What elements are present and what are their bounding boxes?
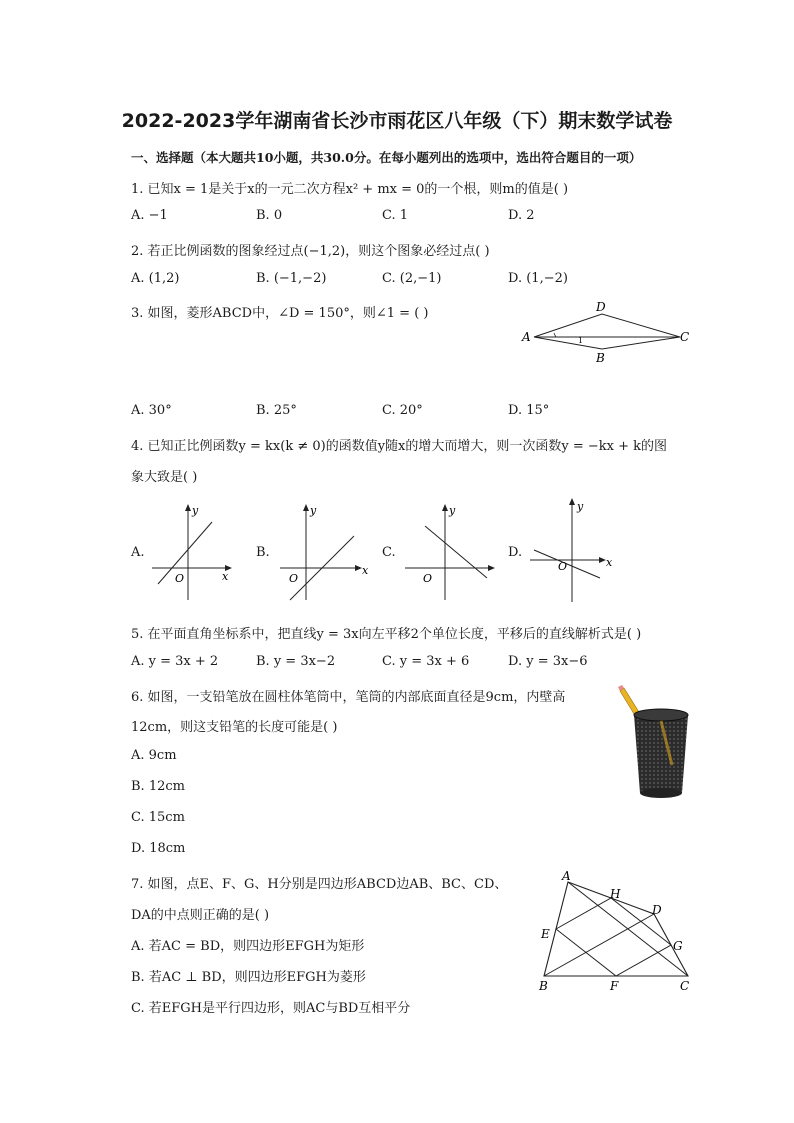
q3-option-a: A. 30° [131, 403, 172, 418]
q5-option-b: B. y = 3x−2 [256, 654, 336, 669]
q7-option-c: C. 若EFGH是平行四边形，则AC与BD互相平分 [131, 1001, 411, 1016]
graph-d [528, 494, 620, 604]
label-c: C [680, 330, 690, 344]
label-c: C [680, 979, 690, 993]
label-e: E [541, 927, 550, 941]
label-d: D [652, 903, 662, 917]
angle-1-label: 1 [578, 336, 584, 345]
label-a: A [562, 869, 571, 883]
y-axis-label: y [310, 504, 317, 517]
q4-option-b: B. [256, 545, 270, 560]
y-axis-label: y [192, 504, 199, 517]
q6-option-a: A. 9cm [131, 748, 177, 763]
question-7-line2: DA的中点则正确的是( ) [131, 908, 270, 923]
graph-a [150, 500, 240, 602]
q3-option-d: D. 15° [508, 403, 550, 418]
question-4-line2: 象大致是( ) [131, 470, 198, 485]
q5-option-d: D. y = 3x−6 [508, 654, 588, 669]
quadrilateral-figure [530, 868, 700, 996]
label-h: H [610, 887, 621, 901]
origin-label: O [289, 572, 299, 585]
q3-option-c: C. 20° [382, 403, 423, 418]
pencil-holder-image [612, 685, 696, 805]
q4-option-d: D. [508, 545, 523, 560]
q2-option-a: A. (1,2) [131, 271, 180, 286]
y-axis-label: y [577, 500, 584, 513]
page-title: 2022-2023学年湖南省长沙市雨花区八年级（下）期末数学试卷 [121, 110, 673, 132]
question-6-line1: 6. 如图，一支铅笔放在圆柱体笔筒中，笔筒的内部底面直径是9cm，内壁高 [131, 690, 566, 705]
origin-label: O [558, 560, 568, 573]
x-axis-label: x [606, 556, 613, 569]
label-f: F [610, 979, 619, 993]
question-3: 3. 如图，菱形ABCD中，∠D = 150°，则∠1 = ( ) [131, 306, 429, 321]
question-2: 2. 若正比例函数的图象经过点(−1,2)，则这个图象必经过点( ) [131, 244, 490, 259]
origin-label: O [423, 572, 433, 585]
label-g: G [673, 939, 683, 953]
question-4-line1: 4. 已知正比例函数y = kx(k ≠ 0)的函数值y随x的增大而增大，则一次函数y = −kx + k的图 [131, 439, 668, 454]
q6-option-d: D. 18cm [131, 841, 186, 856]
q5-option-c: C. y = 3x + 6 [382, 654, 470, 669]
question-1: 1. 已知x = 1是关于x的一元二次方程x² + mx = 0的一个根，则m的值是( ) [131, 182, 569, 197]
x-axis-label: x [222, 570, 229, 583]
q7-option-a: A. 若AC = BD，则四边形EFGH为矩形 [131, 939, 365, 954]
graph-b [278, 500, 374, 602]
rhombus-figure [510, 296, 700, 366]
q2-option-d: D. (1,−2) [508, 271, 568, 286]
q1-option-a: A. −1 [131, 208, 168, 223]
q1-option-d: D. 2 [508, 208, 535, 223]
q4-option-c: C. [382, 545, 396, 560]
q1-option-b: B. 0 [256, 208, 283, 223]
q7-option-b: B. 若AC ⊥ BD，则四边形EFGH为菱形 [131, 970, 366, 985]
question-6-line2: 12cm，则这支铅笔的长度可能是( ) [131, 720, 338, 735]
section-heading: 一、选择题（本大题共10小题，共30.0分。在每小题列出的选项中，选出符合题目的一项） [131, 150, 642, 165]
q5-option-a: A. y = 3x + 2 [131, 654, 219, 669]
graph-c [403, 500, 503, 602]
q2-option-c: C. (2,−1) [382, 271, 442, 286]
label-b: B [596, 351, 605, 365]
q2-option-b: B. (−1,−2) [256, 271, 327, 286]
origin-label: O [175, 572, 185, 585]
q6-option-c: C. 15cm [131, 810, 185, 825]
q1-option-c: C. 1 [382, 208, 409, 223]
question-7-line1: 7. 如图，点E、F、G、H分别是四边形ABCD边AB、BC、CD、 [131, 877, 508, 892]
label-b: B [539, 979, 548, 993]
y-axis-label: y [449, 504, 456, 517]
q6-option-b: B. 12cm [131, 779, 185, 794]
q3-option-b: B. 25° [256, 403, 297, 418]
label-d: D [596, 300, 606, 314]
label-a: A [522, 330, 531, 344]
question-5: 5. 在平面直角坐标系中，把直线y = 3x向左平移2个单位长度，平移后的直线解析式是( ) [131, 627, 642, 642]
q4-option-a: A. [131, 545, 145, 560]
x-axis-label: x [362, 564, 369, 577]
